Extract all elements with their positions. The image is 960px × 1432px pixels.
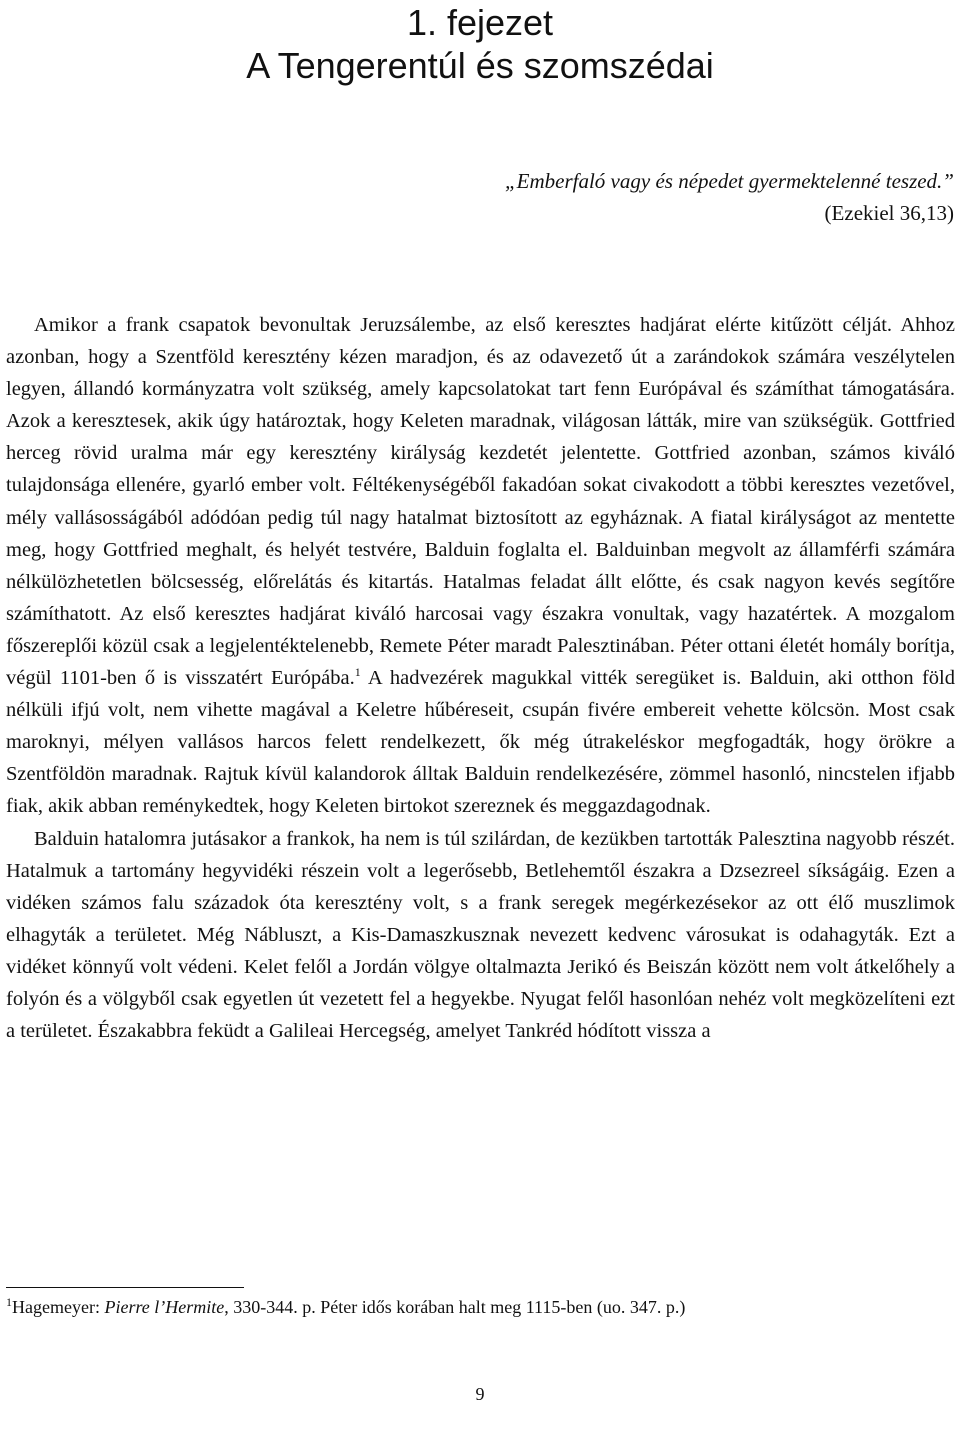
paragraph-text: A hadvezérek magukkal vitték seregüket is. Balduin, aki otthon föld nélküli ifjú volt, nem vihette magával a Keletre hűbéreseit, csupán fivére embereit vehette kölcsön. Most csak maroknyi, mélyen vallásos harcos felett rendelkezett, ők még útrakeléskor megfogadták, hogy örökre a Szentföldön maradnak. Rajtuk kívül kalandorok álltak Balduin rendelkezésére, zömmel hasonló, nincstelen ifjabb fiak, akik abban reménykedtek, hogy Keleten birtokot szereznek és meggazdagodnak. xyxy=(6,667,955,818)
page-number: 9 xyxy=(475,1384,485,1404)
paragraph: Balduin hatalomra jutásakor a frankok, ha nem is túl szilárdan, de kezükben tartották Palesztina nagyobb részét. Hatalmuk a tartomány hegyvidéki részein volt a legerősebb, Betlehemtől északra a Dzsezreel síkságáig. Ezen a vidéken számos falu századok óta keresztény volt, s a frank seregek megérkezésekor az ott élő muszlimok elhagyták a területet. Még Nábluszt, a Kis-Damaszkusznak nevezett kedvenc városukat is odahagyták. Ezt a vidéket könnyű volt védeni. Kelet felől a Jordán völgye oltalmazta Jerikó és Beiszán között nem volt átkelőhely a folyón és a völgyből csak egyetlen út vezetett fel a hegyekbe. Nyugat felől hasonlóan nehéz volt megközelíteni ezt a területet. Északabbra feküdt a Galileai Hercegség, amelyet Tankréd hódított vissza a xyxy=(6,827,955,1043)
footnote-reference: 1 xyxy=(354,665,361,680)
epigraph-quote: „Emberfaló vagy és népedet gyermektelenné teszed.” xyxy=(504,169,954,193)
paragraph xyxy=(6,309,955,823)
footnote-mark: 1 xyxy=(6,1295,12,1309)
epigraph-source: (Ezekiel 36,13) xyxy=(824,201,954,225)
footnote-work-title: Pierre l’Hermite xyxy=(104,1297,225,1317)
footnote-author: Hagemeyer: xyxy=(12,1297,105,1317)
body-text xyxy=(6,309,955,1047)
chapter-number: 1. fejezet xyxy=(406,2,554,43)
footnote-text: , 330-344. p. Péter idős korában halt meg 1115-ben (uo. 347. p.) xyxy=(224,1297,686,1317)
chapter-title: A Tengerentúl és szomszédai xyxy=(246,45,714,86)
footnote xyxy=(6,1293,946,1321)
footnote-divider xyxy=(6,1287,244,1288)
paragraph-text: Amikor a frank csapatok bevonultak Jeruzsálembe, az első keresztes hadjárat elérte kitűzött célját. Ahhoz azonban, hogy a Szentföld keresztény kézen maradjon, és az odavezető út a zarándokok számára veszélytelen legyen, állandó kormányzatra volt szükség, amely kapcsolatokat tart fenn Európával és számíthat támogatására. Azok a keresztesek, akik úgy határoztak, hogy Keleten maradnak, világosan látták, mire van szükségük. Gottfried herceg rövid uralma már egy keresztény királyság kezdetét jelentette. Gottfried azonban, számos kiváló tulajdonsága ellenére, gyarló ember volt. Féltékenységéből fakadóan sokat civakodott a többi keresztes vezetővel, mély vallásosságából adódóan pedig túl nagy hatalmat biztosított az egyháznak. A fiatal királyságot az mentette meg, hogy Gottfried meghalt, és helyét testvére, Balduin foglalta el. Balduinban megvolt az államférfi számára nélkülözhetetlen bölcsesség, előrelátás és kitartás. Hatalmas feladat állt előtte, és csak nagyon kevés segítőre számíthatott. Az első keresztes hadjárat kiváló harcosai vagy északra vonultak, vagy hazatértek. A mozgalom főszereplői közül csak a legjelentéktelenebb, Remete Péter maradt Palesztinában. Péter ottani életét homály borítja, végül 1101-ben ő is visszatért Európába. xyxy=(6,314,955,690)
